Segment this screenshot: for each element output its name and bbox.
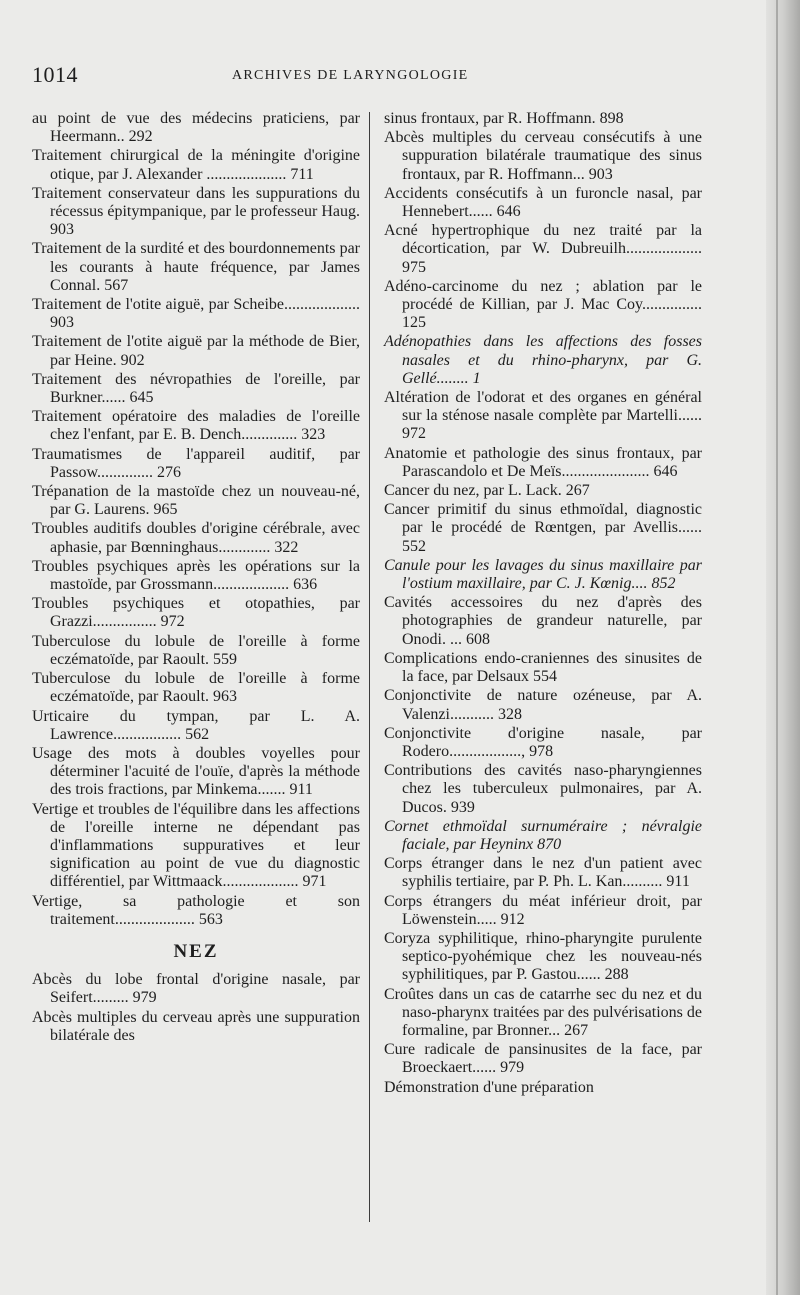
index-entry: Contributions des cavités naso-pharyngiennes chez les tuberculeux pulmonaires, par A. Ducos. 939 [384, 762, 702, 816]
index-entry: Vertige et troubles de l'équilibre dans les affections de l'oreille interne ne dépendant pas d'inflammations suppuratives et leur signification au point de vue du diagnostic différentiel, par Wittmaack................... 971 [32, 800, 360, 891]
index-entry: Acné hypertrophique du nez traité par la décortication, par W. Dubreuilh................... 975 [384, 222, 702, 276]
left-entries-bottom [32, 971, 360, 1045]
running-head: ARCHIVES DE LARYNGOLOGIE [232, 68, 469, 83]
index-entry: sinus frontaux, par R. Hoffmann. 898 [384, 110, 624, 127]
index-entry: Complications endo-craniennes des sinusites de la face, par Delsaux 554 [384, 649, 702, 686]
page-header [32, 62, 752, 90]
index-entry: Traitement de l'otite aiguë, par Scheibe................... 903 [32, 296, 360, 332]
index-entry: au point de vue des médecins praticiens, par Heermann.. 292 [32, 110, 360, 146]
index-entry: Accidents consécutifs à un furoncle nasal, par Hennebert...... 646 [384, 184, 702, 221]
index-entry: Conjonctivite de nature ozéneuse, par A. Valenzi........... 328 [384, 687, 702, 723]
index-entry: Cavités accessoires du nez d'après des photographies de grandeur naturelle, par Onodi. ... 608 [384, 594, 702, 648]
index-entry: Corps étranger dans le nez d'un patient avec syphilis tertiaire, par P. Ph. L. Kan.......... 911 [384, 855, 702, 891]
right-column [384, 110, 702, 1098]
index-entry: Tuberculose du lobule de l'oreille à forme eczématoïde, par Raoult. 963 [32, 670, 360, 706]
index-entry: Traitement conservateur dans les suppurations du récessus épitympanique, par le professeur Haug. 903 [32, 184, 360, 239]
page-number: 1014 [32, 62, 78, 87]
index-entry: Corps étrangers du méat inférieur droit, par Löwenstein..... 912 [384, 892, 702, 928]
index-entry: Anatomie et pathologie des sinus frontaux, par Parascandolo et De Meïs...................... 646 [384, 444, 702, 480]
index-entry: Cornet ethmoïdal surnuméraire ; névralgie faciale, par Heyninx 870 [384, 817, 702, 853]
index-entry: Traitement des névropathies de l'oreille, par Burkner...... 645 [32, 370, 360, 407]
index-entry: Urticaire du tympan, par L. A. Lawrence................. 562 [32, 707, 360, 743]
index-entry: Traitement de l'otite aiguë par la méthode de Bier, par Heine. 902 [32, 333, 360, 369]
index-entry: Troubles auditifs doubles d'origine cérébrale, avec aphasie, par Bœnninghaus............. 322 [32, 520, 360, 556]
left-entries-top [32, 110, 360, 929]
index-entry: Traitement de la surdité et des bourdonnements par les courants à haute fréquence, par James Connal. 567 [32, 240, 360, 294]
index-entry: Troubles psychiques et otopathies, par Grazzi................ 972 [32, 595, 360, 631]
index-entry: Vertige, sa pathologie et son traitement.................... 563 [32, 892, 360, 928]
index-entry: Adéno-carcinome du nez ; ablation par le procédé de Killian, par J. Mac Coy............... 125 [384, 277, 702, 332]
index-entry: Cancer primitif du sinus ethmoïdal, diagnostic par le procédé de Rœntgen, par Avellis...... 552 [384, 501, 702, 555]
index-entry: Abcès du lobe frontal d'origine nasale, par Seifert......... 979 [32, 971, 360, 1007]
index-entry: Abcès multiples du cerveau consécutifs à une suppuration bilatérale traumatique des sinus frontaux, par R. Hoffmann... 903 [384, 129, 702, 183]
index-entry: Abcès multiples du cerveau après une suppuration bilatérale des [32, 1008, 360, 1044]
index-entry: Troubles psychiques après les opérations sur la mastoïde, par Grossmann................... 636 [32, 557, 360, 594]
index-entry: Croûtes dans un cas de catarrhe sec du nez et du naso-pharynx traitées par des pulvérisations de formaline, par Bronner... 267 [384, 985, 702, 1039]
page-edge-shadow [766, 0, 800, 1295]
index-entry: Canule pour les lavages du sinus maxillaire par l'ostium maxillaire, par C. J. Kœnig.... 852 [384, 556, 702, 593]
column-divider [369, 112, 370, 1222]
index-entry: Traitement opératoire des maladies de l'oreille chez l'enfant, par E. B. Dench.............. 323 [32, 408, 360, 444]
index-entry: Cure radicale de pansinusites de la face, par Broeckaert...... 979 [384, 1041, 702, 1077]
index-entry: Usage des mots à doubles voyelles pour déterminer l'acuité de l'ouïe, d'après la méthode des trois fractions, par Minkema....... 911 [32, 744, 360, 799]
index-entry: Cancer du nez, par L. Lack. 267 [384, 482, 590, 500]
index-entry: Trépanation de la mastoïde chez un nouveau-né, par G. Laurens. 965 [32, 483, 360, 519]
index-entry: Coryza syphilitique, rhino-pharyngite purulente septico-pyohémique chez les nouveau-nés syphilitiques, par P. Gastou...... 288 [384, 929, 702, 984]
index-entry: Traitement chirurgical de la méningite d'origine otique, par J. Alexander .................... 711 [32, 147, 360, 183]
index-entry: Altération de l'odorat et des organes en général sur la sténose nasale complète par Martelli...... 972 [384, 389, 702, 443]
index-entry: Tuberculose du lobule de l'oreille à forme eczématoïde, par Raoult. 559 [32, 632, 360, 668]
section-title-nez: NEZ [173, 940, 219, 962]
index-entry: Démonstration d'une préparation [384, 1078, 594, 1096]
index-entry: Conjonctivite d'origine nasale, par Rodero.................., 978 [384, 724, 702, 760]
index-entry: Traumatismes de l'appareil auditif, par Passow.............. 276 [32, 445, 360, 481]
index-entry: Adénopathies dans les affections des fosses nasales et du rhino-pharynx, par G. Gellé........ 1 [384, 333, 702, 387]
left-column [32, 110, 360, 1046]
